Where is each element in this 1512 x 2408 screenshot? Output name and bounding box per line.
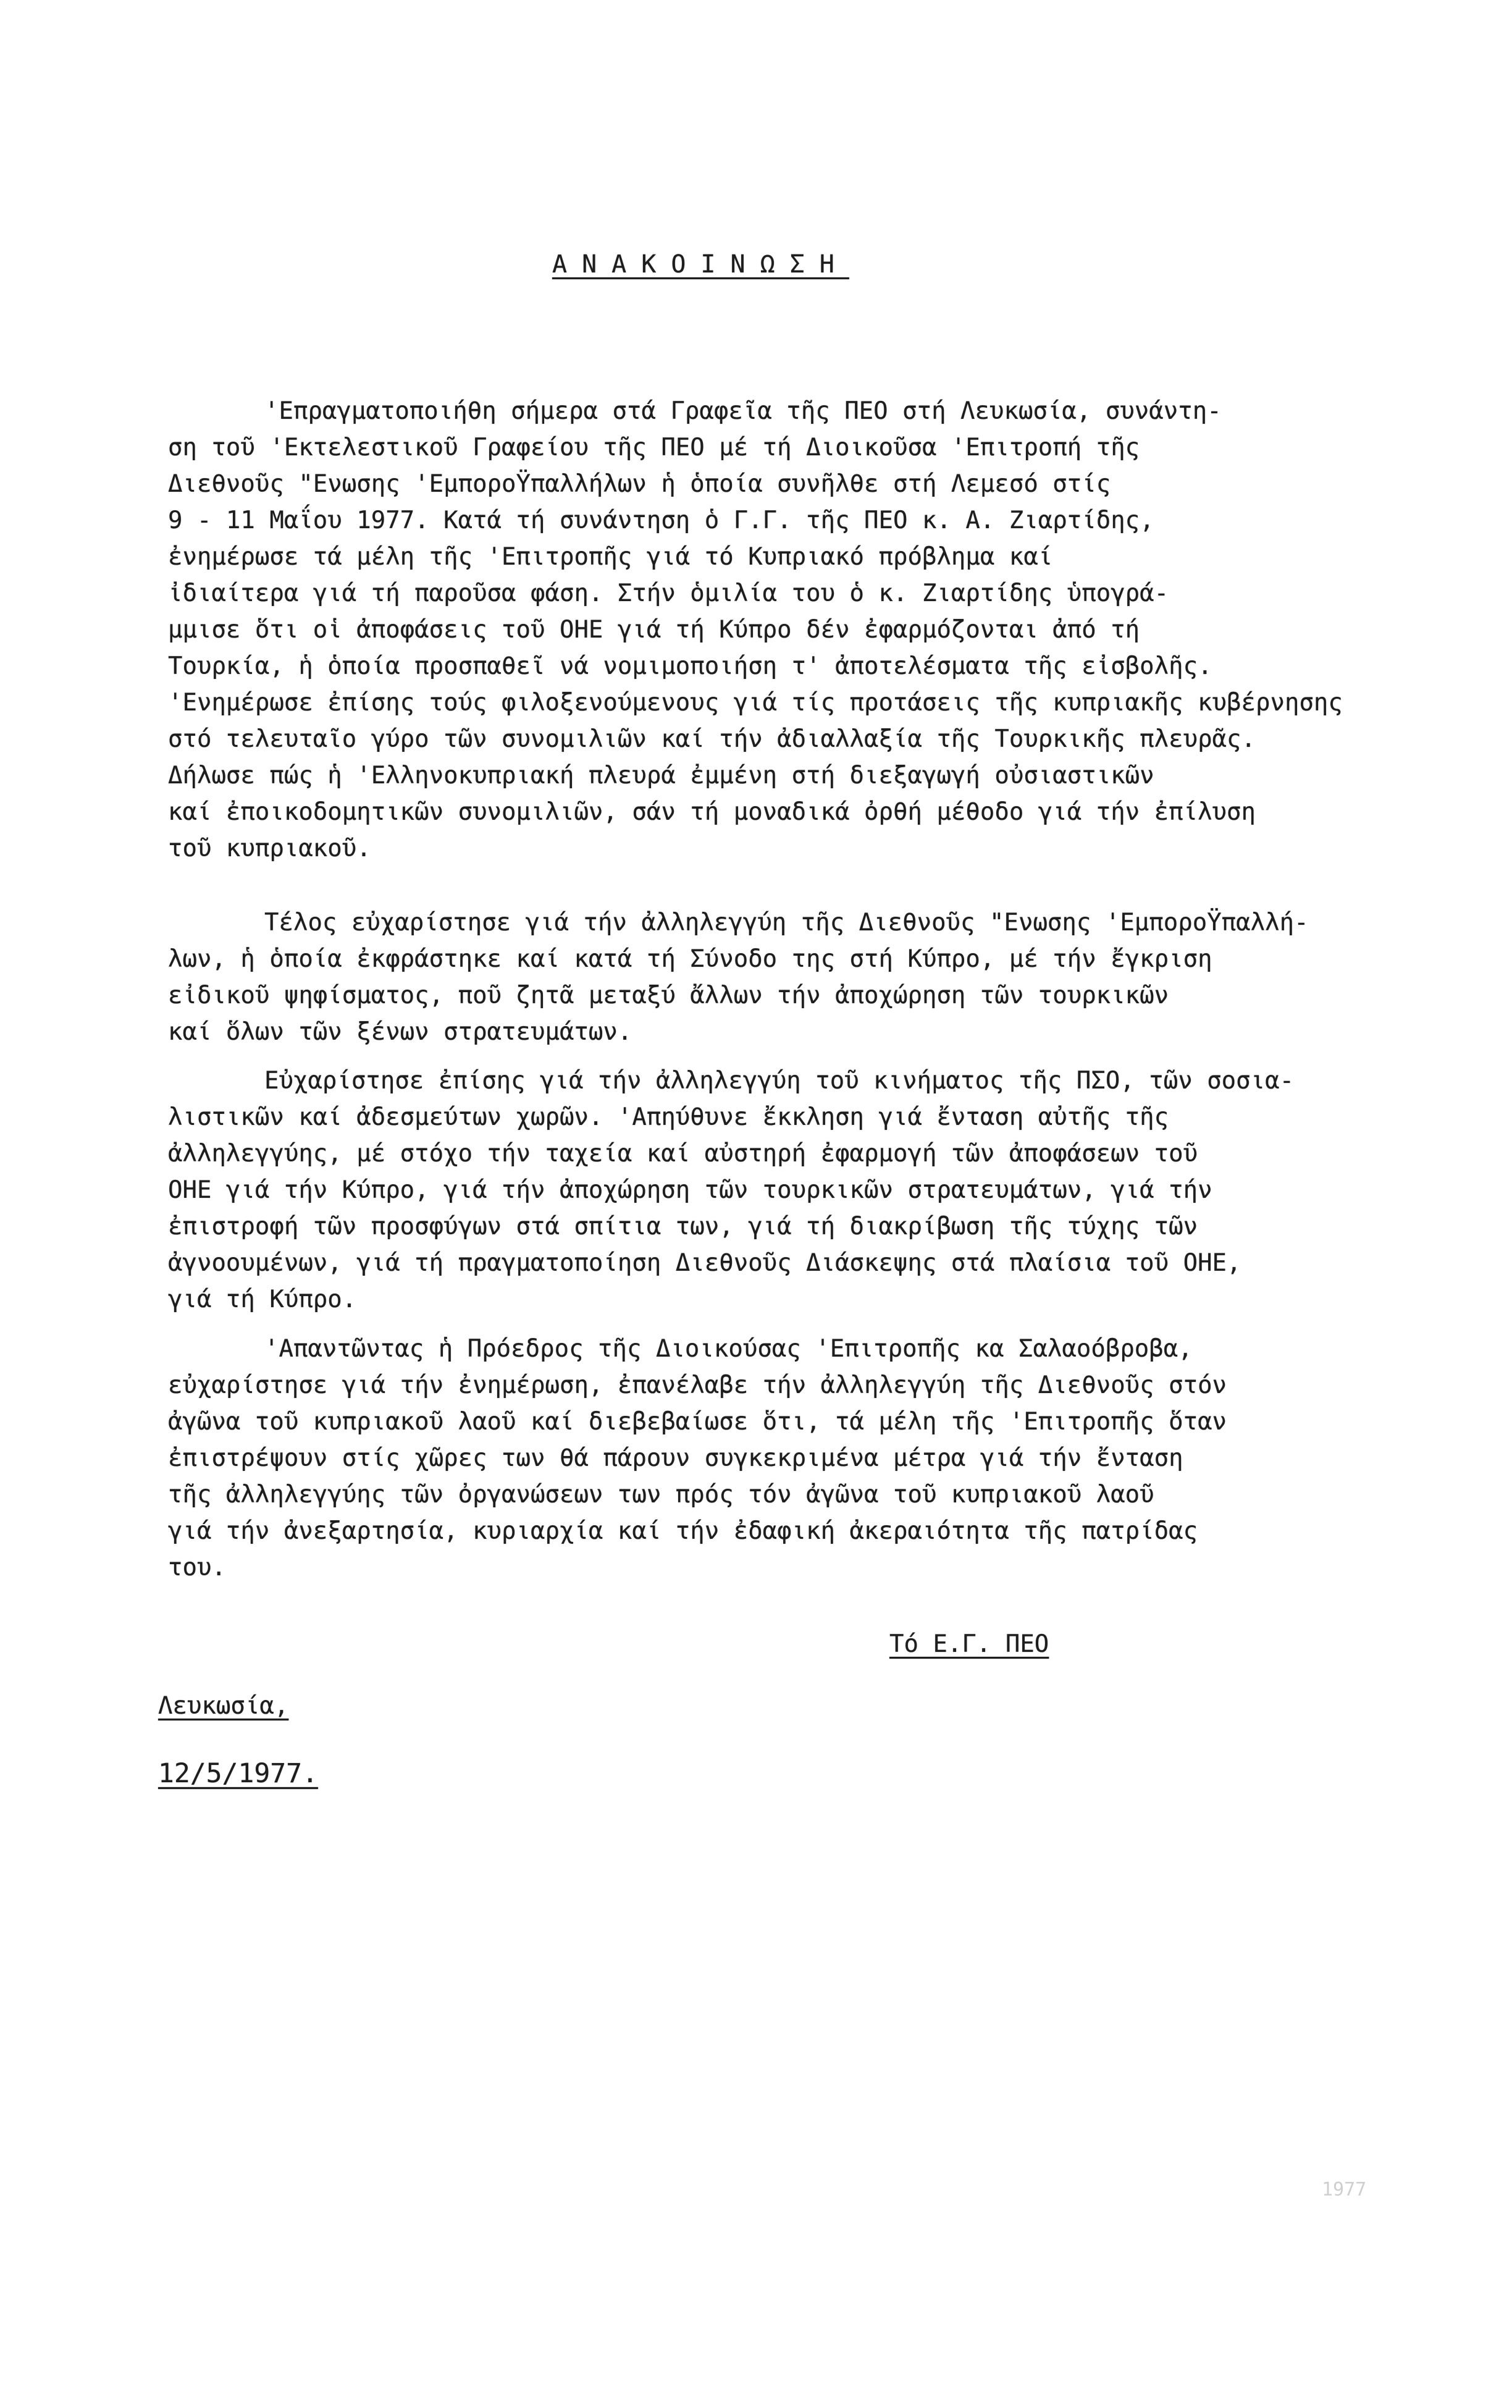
paragraph-line: Τουρκία, ἡ ὁποία προσπαθεῖ νά νομιμοποιήση τ' ἀποτελέσματα τῆς εἰσβολῆς. (168, 652, 1212, 680)
paragraph-line: Διεθνοῦς "Ενωσης 'ΕμποροΫπαλλήλων ἡ ὁποία συνῆλθε στή Λεμεσό στίς (168, 470, 1111, 498)
paragraph-1 (168, 393, 1343, 867)
paragraph-line: εἰδικοῦ ψηφίσματος, ποῦ ζητᾶ μεταξύ ἄλλων τήν ἀποχώρηση τῶν τουρκικῶν (168, 982, 1169, 1009)
paragraph-line: εὐχαρίστησε γιά τήν ἐνημέρωση, ἐπανέλαβε τήν ἀλληλεγγύη τῆς Διεθνοῦς στόν (168, 1371, 1227, 1399)
paragraph-2 (168, 904, 1309, 1050)
paragraph-line: ἐπιστρέψουν στίς χῶρες των θά πάρουν συγκεκριμένα μέτρα γιά τήν ἔνταση (168, 1444, 1183, 1472)
paragraph-line: 'Επραγματοποιήθη σήμερα στά Γραφεῖα τῆς ΠΕΟ στή Λευκωσία, συνάντη- (264, 397, 1222, 425)
faint-margin-mark: 1977 (1322, 2179, 1367, 2200)
paragraph-line: λων, ἡ ὁποία ἐκφράστηκε καί κατά τή Σύνοδο της στή Κύπρο, μέ τήν ἔγκριση (168, 945, 1212, 973)
paragraph-line: λιστικῶν καί ἀδεσμεύτων χωρῶν. 'Απηύθυνε ἔκκληση γιά ἔνταση αὐτῆς τῆς (168, 1103, 1169, 1131)
paragraph-line: του. (168, 1554, 226, 1581)
date-line: 12/5/1977. (158, 1758, 318, 1789)
paragraph-line: γιά τήν ἀνεξαρτησία, κυριαρχία καί τήν ἐδαφική ἀκεραιότητα τῆς πατρίδας (168, 1517, 1198, 1545)
place-line: Λευκωσία, (158, 1692, 289, 1720)
paragraph-line: ἀλληλεγγύης, μέ στόχο τήν ταχεία καί αὐστηρή ἐφαρμογή τῶν ἀποφάσεων τοῦ (168, 1140, 1198, 1168)
paragraph-line: ἐπιστροφή τῶν προσφύγων στά σπίτια των, γιά τή διακρίβωση τῆς τύχης τῶν (168, 1213, 1198, 1240)
paragraph-line: καί ὅλων τῶν ξένων στρατευμάτων. (168, 1018, 632, 1046)
paragraph-line: Εὐχαρίστησε ἐπίσης γιά τήν ἀλληλεγγύη τοῦ κινήματος τῆς ΠΣΟ, τῶν σοσια- (264, 1067, 1295, 1095)
paragraph-line: τῆς ἀλληλεγγύης τῶν ὀργανώσεων των πρός τόν ἀγῶνα τοῦ κυπριακοῦ λαοῦ (168, 1481, 1154, 1509)
paragraph-line: καί ἐποικοδομητικῶν συνομιλιῶν, σάν τή μοναδικά ὀρθή μέθοδο γιά τήν ἐπίλυση (168, 798, 1256, 826)
paragraph-line: Τέλος εὐχαρίστησε γιά τήν ἀλληλεγγύη τῆς Διεθνοῦς "Ενωσης 'ΕμποροΫπαλλή- (264, 909, 1309, 937)
paragraph-4 (168, 1331, 1227, 1586)
paragraph-line: γιά τή Κύπρο. (168, 1286, 357, 1313)
paragraph-line: ἐνημέρωσε τά μέλη τῆς 'Επιτροπῆς γιά τό Κυπριακό πρόβλημα καί (168, 543, 1053, 571)
paragraph-line: τοῦ κυπριακοῦ. (168, 835, 371, 862)
paragraph-line: μμισε ὅτι οἱ ἀποφάσεις τοῦ ΟΗΕ γιά τή Κύπρο δέν ἐφαρμόζονται ἀπό τή (168, 616, 1140, 644)
paragraph-line: 'Απαντῶντας ἡ Πρόεδρος τῆς Διοικούσας 'Επιτροπῆς κα Σαλαοόβροβα, (264, 1335, 1193, 1363)
paragraph-line: ἰδιαίτερα γιά τή παροῦσα φάση. Στήν ὁμιλία του ὁ κ. Ζιαρτίδης ὑπογρά- (168, 579, 1169, 607)
paragraph-line: Δήλωσε πώς ἡ 'Ελληνοκυπριακή πλευρά ἐμμένη στή διεξαγωγή οὐσιαστικῶν (168, 762, 1154, 789)
paragraph-line: ἀγνοουμένων, γιά τή πραγματοποίηση Διεθνοῦς Διάσκεψης στά πλαίσια τοῦ ΟΗΕ, (168, 1249, 1241, 1277)
paragraph-line: στό τελευταῖο γύρο τῶν συνομιλιῶν καί τήν ἀδιαλλαξία τῆς Τουρκικῆς πλευρᾶς. (168, 725, 1256, 753)
paragraph-line: ση τοῦ 'Εκτελεστικοῦ Γραφείου τῆς ΠΕΟ μέ τή Διοικοῦσα 'Επιτροπή τῆς (168, 434, 1140, 461)
paragraph-line: ἀγῶνα τοῦ κυπριακοῦ λαοῦ καί διεβεβαίωσε ὅτι, τά μέλη τῆς 'Επιτροπῆς ὅταν (168, 1408, 1227, 1436)
document-title: ΑΝΑΚΟΙΝΩΣΗ (552, 250, 849, 279)
paragraph-line: 9 - 11 Μαΐου 1977. Κατά τή συνάντηση ὁ Γ.Γ. τῆς ΠΕΟ κ. Α. Ζιαρτίδης, (168, 507, 1154, 534)
paragraph-3 (168, 1063, 1294, 1318)
signature: Τό Ε.Γ. ΠΕΟ (889, 1630, 1049, 1658)
paragraph-line: ΟΗΕ γιά τήν Κύπρο, γιά τήν ἀποχώρηση τῶν τουρκικῶν στρατευμάτων, γιά τήν (168, 1176, 1212, 1204)
paragraph-line: 'Ενημέρωσε ἐπίσης τούς φιλοξενούμενους γιά τίς προτάσεις τῆς κυπριακῆς κυβέρνησης (168, 689, 1343, 717)
